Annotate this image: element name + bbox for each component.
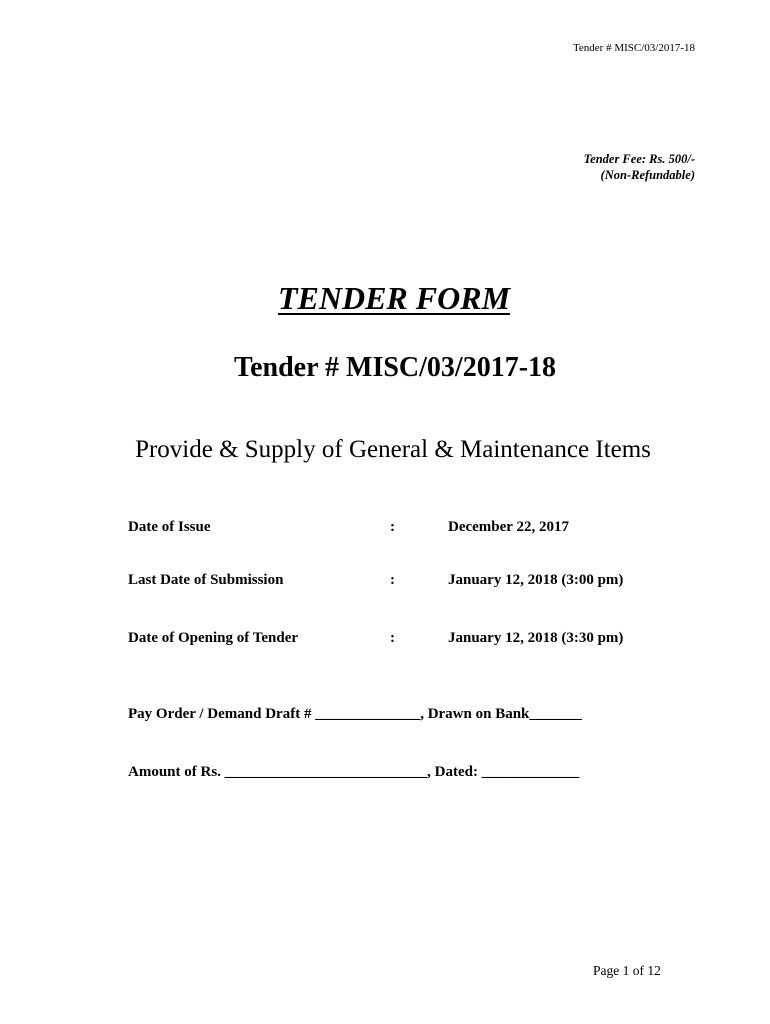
tender-fee-block	[584, 151, 695, 183]
tender-number: Tender # MISC/03/2017-18	[233, 352, 557, 383]
date-value: December 22, 2017	[448, 519, 569, 535]
date-row-issue	[128, 517, 728, 537]
date-separator: :	[390, 572, 395, 588]
tender-subject: Provide & Supply of General & Maintenance Items	[135, 436, 651, 463]
pay-order-line: Pay Order / Demand Draft # ______________, Drawn on Bank_______	[128, 706, 582, 722]
date-label: Date of Issue	[128, 519, 211, 535]
header-tender-reference: Tender # MISC/03/2017-18	[572, 42, 695, 54]
date-row-submission	[128, 570, 728, 590]
date-label: Date of Opening of Tender	[128, 630, 299, 646]
tender-fee-amount: Tender Fee: Rs. 500/-	[583, 152, 695, 166]
date-separator: :	[390, 519, 395, 535]
date-separator: :	[390, 630, 395, 646]
date-label: Last Date of Submission	[128, 572, 284, 588]
date-row-opening	[128, 628, 728, 648]
page-title: TENDER FORM	[277, 280, 511, 316]
tender-fee-note: (Non-Refundable)	[600, 168, 695, 182]
date-value: January 12, 2018 (3:00 pm)	[448, 572, 624, 588]
amount-line: Amount of Rs. ___________________________, Dated: _____________	[128, 764, 580, 780]
date-value: January 12, 2018 (3:30 pm)	[448, 630, 624, 646]
page-number: Page 1 of 12	[593, 963, 661, 978]
